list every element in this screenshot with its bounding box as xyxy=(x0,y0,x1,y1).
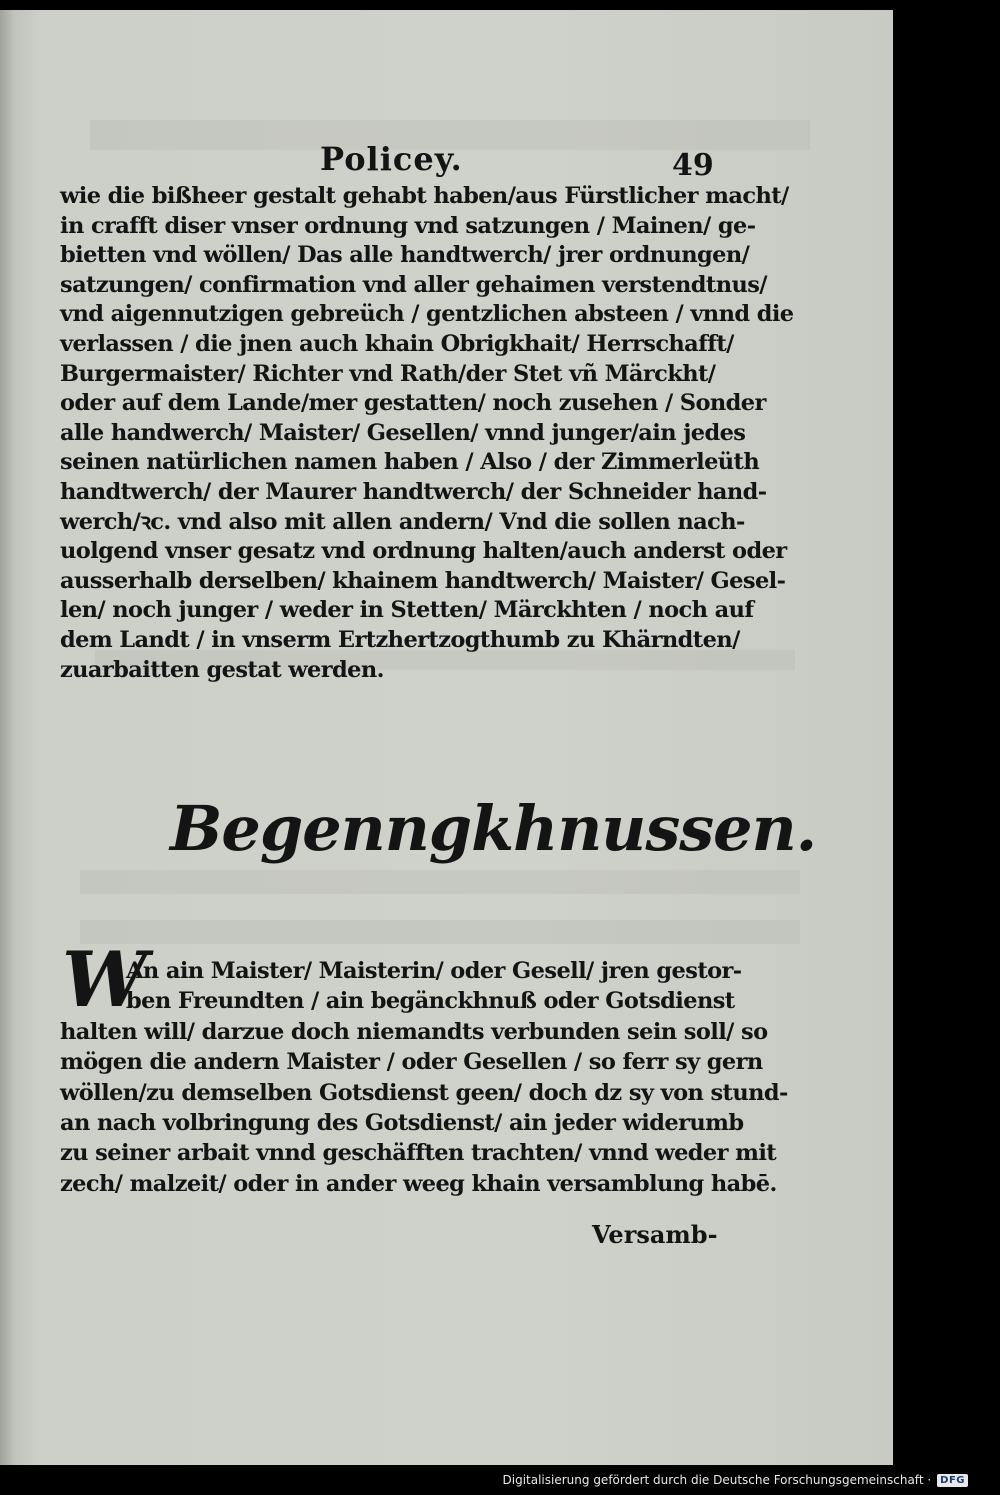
text-line: wöllen/zu demselben Gotsdienst geen/ doch dz sy von stund- xyxy=(60,1079,788,1106)
text-line: satzungen/ confirmation vnd aller gehaimen verstendtnus/ xyxy=(60,271,767,298)
text-line: mögen die andern Maister / oder Gesellen / so ferr sy gern xyxy=(60,1049,763,1076)
text-line: uolgend vnser gesatz vnd ordnung halten/auch anderst oder xyxy=(60,538,787,565)
text-line: vnd aigennutzigen gebreüch / gentzlichen absteen / vnnd die xyxy=(60,301,794,328)
text-line: An ain Maister/ Maisterin/ oder Gesell/ jren gestor- xyxy=(126,958,742,984)
text-line: dem Landt / in vnserm Ertzhertzogthumb zu Khärndten/ xyxy=(60,626,740,653)
text-line: in crafft diser vnser ordnung vnd satzungen / Mainen/ ge- xyxy=(60,212,756,239)
text-line: an nach volbringung des Gotsdienst/ ain jeder widerumb xyxy=(60,1109,744,1136)
second-paragraph xyxy=(60,956,788,1199)
body-paragraph xyxy=(60,182,794,685)
funding-credit: Digitalisierung gefördert durch die Deutsche Forschungsgemeinschaft · xyxy=(502,1473,932,1487)
running-head: Policey. xyxy=(320,140,463,178)
page-number: 49 xyxy=(672,148,714,183)
text-line: ausserhalb derselben/ khainem handtwerch/ Maister/ Gesel- xyxy=(60,567,786,594)
text-line: wie die bißheer gestalt gehabt haben/aus Fürstlicher macht/ xyxy=(60,183,789,209)
dfg-logo-icon: DFG xyxy=(937,1474,968,1487)
section-heading: Begenngkhnussen. xyxy=(170,792,817,865)
text-line: zech/ malzeit/ oder in ander weeg khain versamblung habē. xyxy=(60,1170,777,1197)
scanned-page xyxy=(0,10,893,1465)
digitization-footer xyxy=(503,1469,968,1491)
text-line: Burgermaister/ Richter vnd Rath/der Stet vñ Märckht/ xyxy=(60,360,716,387)
drop-capital: W xyxy=(62,935,148,1024)
text-line: ben Freundten / ain begänckhnuß oder Gotsdienst xyxy=(126,988,735,1015)
text-line: halten will/ darzue doch niemandts verbunden sein soll/ so xyxy=(60,1018,768,1045)
text-line: werch/ꝛc. vnd also mit allen andern/ Vnd die sollen nach- xyxy=(60,508,745,535)
text-line: zu seiner arbait vnnd geschäfften trachten/ vnnd weder mit xyxy=(60,1140,777,1167)
catchword: Versamb- xyxy=(592,1220,718,1249)
text-line: oder auf dem Lande/mer gestatten/ noch zusehen / Sonder xyxy=(60,390,766,417)
text-line: alle handwerch/ Maister/ Gesellen/ vnnd junger/ain jedes xyxy=(60,419,746,446)
text-line: len/ noch junger / weder in Stetten/ Märckhten / noch auf xyxy=(60,597,754,624)
text-line: seinen natürlichen namen haben / Also / der Zimmerleüth xyxy=(60,449,760,476)
text-line: handtwerch/ der Maurer handtwerch/ der Schneider hand- xyxy=(60,478,767,505)
text-line: bietten vnd wöllen/ Das alle handtwerch/ jrer ordnungen/ xyxy=(60,242,750,269)
text-line: verlassen / die jnen auch khain Obrigkhait/ Herrschafft/ xyxy=(60,330,734,357)
text-line: zuarbaitten gestat werden. xyxy=(60,656,384,683)
